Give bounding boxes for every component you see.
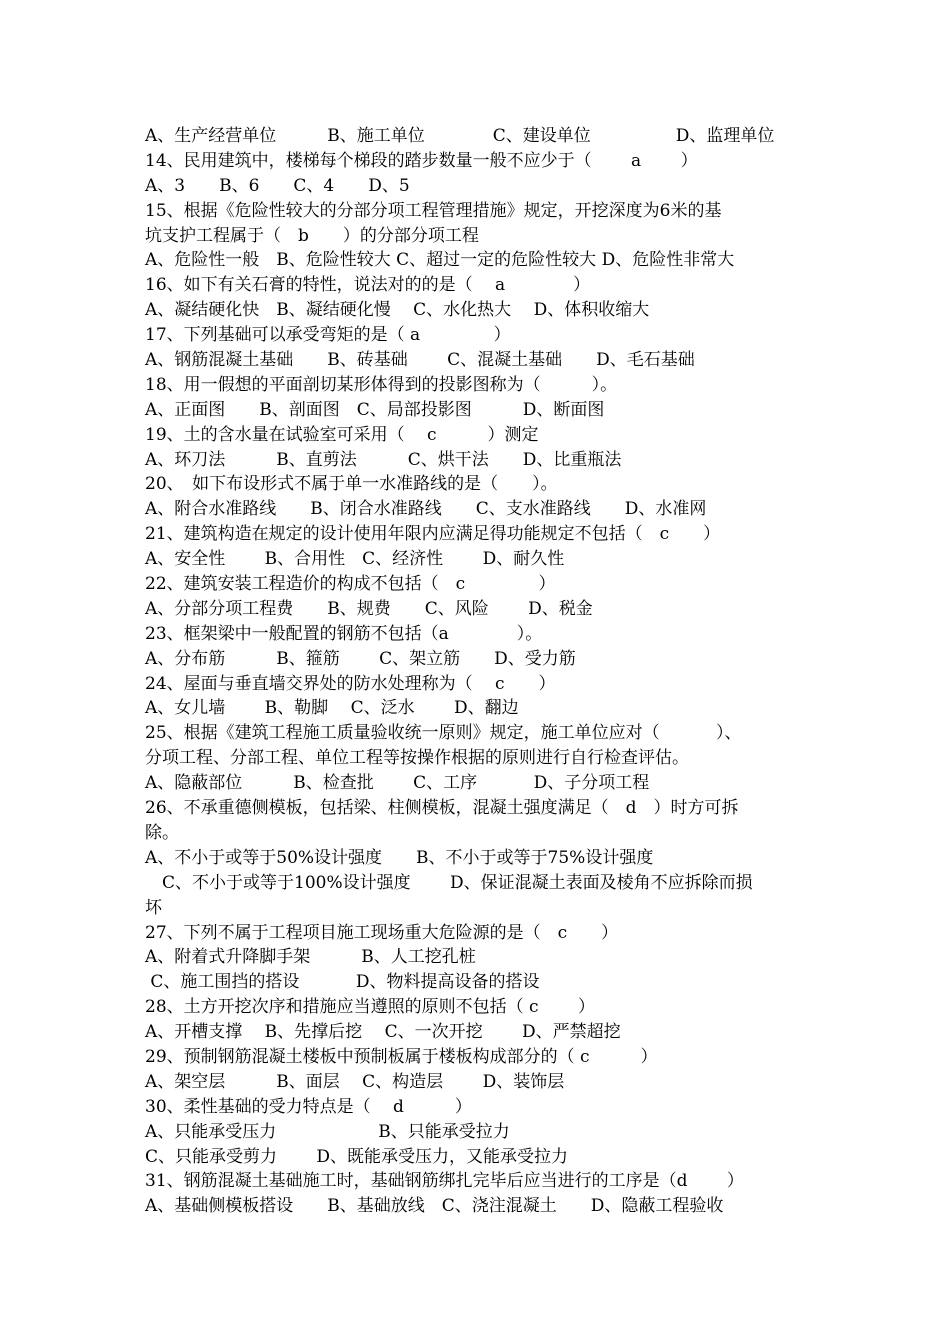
option-line: A、3 B、6 C、4 D、5: [145, 175, 410, 196]
option-line: A、环刀法 B、直剪法 C、烘干法 D、比重瓶法: [145, 449, 622, 470]
document-page: [145, 124, 807, 1219]
option-line: C、不小于或等于100%设计强度 D、保证混凝土表面及棱角不应拆除而损: [145, 872, 753, 893]
question-line: 18、用一假想的平面剖切某形体得到的投影图称为（ ）。: [145, 374, 618, 395]
option-line: 坏: [145, 897, 162, 918]
option-line: A、安全性 B、合用性 C、经济性 D、耐久性: [145, 549, 565, 570]
question-line: 23、框架梁中一般配置的钢筋不包括（a ）。: [145, 623, 543, 644]
option-line: A、架空层 B、面层 C、构造层 D、装饰层: [145, 1071, 565, 1092]
option-line: A、危险性一般 B、危险性较大 C、超过一定的危险性较大 D、危险性非常大: [145, 250, 735, 271]
question-line: 25、根据《建筑工程施工质量验收统一原则》规定，施工单位应对（ ）、: [145, 723, 742, 744]
option-line: C、施工围挡的搭设 D、物料提高设备的搭设: [145, 972, 540, 993]
question-line: 22、建筑安装工程造价的构成不包括（ c ）: [145, 574, 556, 595]
question-line: 26、不承重德侧模板，包括梁、柱侧模板，混凝土强度满足（ d ）时方可拆: [145, 798, 739, 819]
option-line: C、只能承受剪力 D、既能承受压力，又能承受拉力: [145, 1146, 569, 1167]
question-line: 17、下列基础可以承受弯矩的是（ a ）: [145, 325, 511, 346]
option-line: A、隐蔽部位 B、检查批 C、工序 D、子分项工程: [145, 773, 650, 794]
option-line: A、正面图 B、剖面图 C、局部投影图 D、断面图: [145, 399, 605, 420]
option-line: A、女儿墙 B、勒脚 C、泛水 D、翻边: [145, 698, 519, 719]
question-line: 19、土的含水量在试验室可采用（ c ）测定: [145, 424, 539, 445]
question-line: 21、建筑构造在规定的设计使用年限内应满足得功能规定不包括（ c ）: [145, 524, 721, 545]
question-line: 16、如下有关石膏的特性，说法对的的是（ a ）: [145, 275, 591, 296]
question-line: 27、下列不属于工程项目施工现场重大危险源的是（ c ）: [145, 922, 619, 943]
option-line: A、开槽支撑 B、先撑后挖 C、一次开挖 D、严禁超挖: [145, 1022, 621, 1043]
option-line: A、附合水准路线 B、闭合水准路线 C、支水准路线 D、水准网: [145, 499, 707, 520]
option-line: A、钢筋混凝土基础 B、砖基础 C、混凝土基础 D、毛石基础: [145, 350, 695, 371]
question-line: 坑支护工程属于（ b ）的分部分项工程: [145, 225, 479, 246]
option-line: A、凝结硬化快 B、凝结硬化慢 C、水化热大 D、体积收缩大: [145, 300, 650, 321]
question-line: 24、屋面与垂直墙交界处的防水处理称为（ c ）: [145, 673, 556, 694]
question-line: 28、土方开挖次序和措施应当遵照的原则不包括（ c ）: [145, 997, 595, 1018]
option-line: A、生产经营单位 B、施工单位 C、建设单位 D、监理单位: [145, 126, 775, 146]
option-line: A、不小于或等于50%设计强度 B、不小于或等于75%设计强度: [145, 847, 654, 868]
option-line: A、只能承受压力 B、只能承受拉力: [145, 1121, 510, 1142]
question-line: 除。: [145, 822, 179, 843]
option-line: A、基础侧模板搭设 B、基础放线 C、浇注混凝土 D、隐蔽工程验收: [145, 1196, 724, 1217]
question-line: 15、根据《危险性较大的分部分项工程管理措施》规定，开挖深度为6米的基: [145, 200, 722, 221]
option-line: A、附着式升降脚手架 B、人工挖孔桩: [145, 947, 476, 968]
question-line: 20、 如下布设形式不属于单一水准路线的是（ ）。: [145, 474, 558, 495]
option-line: A、分布筋 B、箍筋 C、架立筋 D、受力筋: [145, 648, 576, 669]
question-line: 29、预制钢筋混凝土楼板中预制板属于楼板构成部分的（ c ）: [145, 1046, 658, 1067]
question-line: 31、钢筋混凝土基础施工时，基础钢筋绑扎完毕后应当进行的工序是（d ）: [145, 1171, 744, 1192]
question-line: 30、柔性基础的受力特点是（ d ）: [145, 1096, 472, 1117]
option-line: A、分部分项工程费 B、规费 C、风险 D、税金: [145, 598, 593, 619]
question-line: 14、民用建筑中，楼梯每个梯段的踏步数量一般不应少于（ a ）: [145, 150, 698, 171]
question-line: 分项工程、分部工程、单位工程等按操作根据的原则进行自行检查评估。: [145, 748, 689, 769]
